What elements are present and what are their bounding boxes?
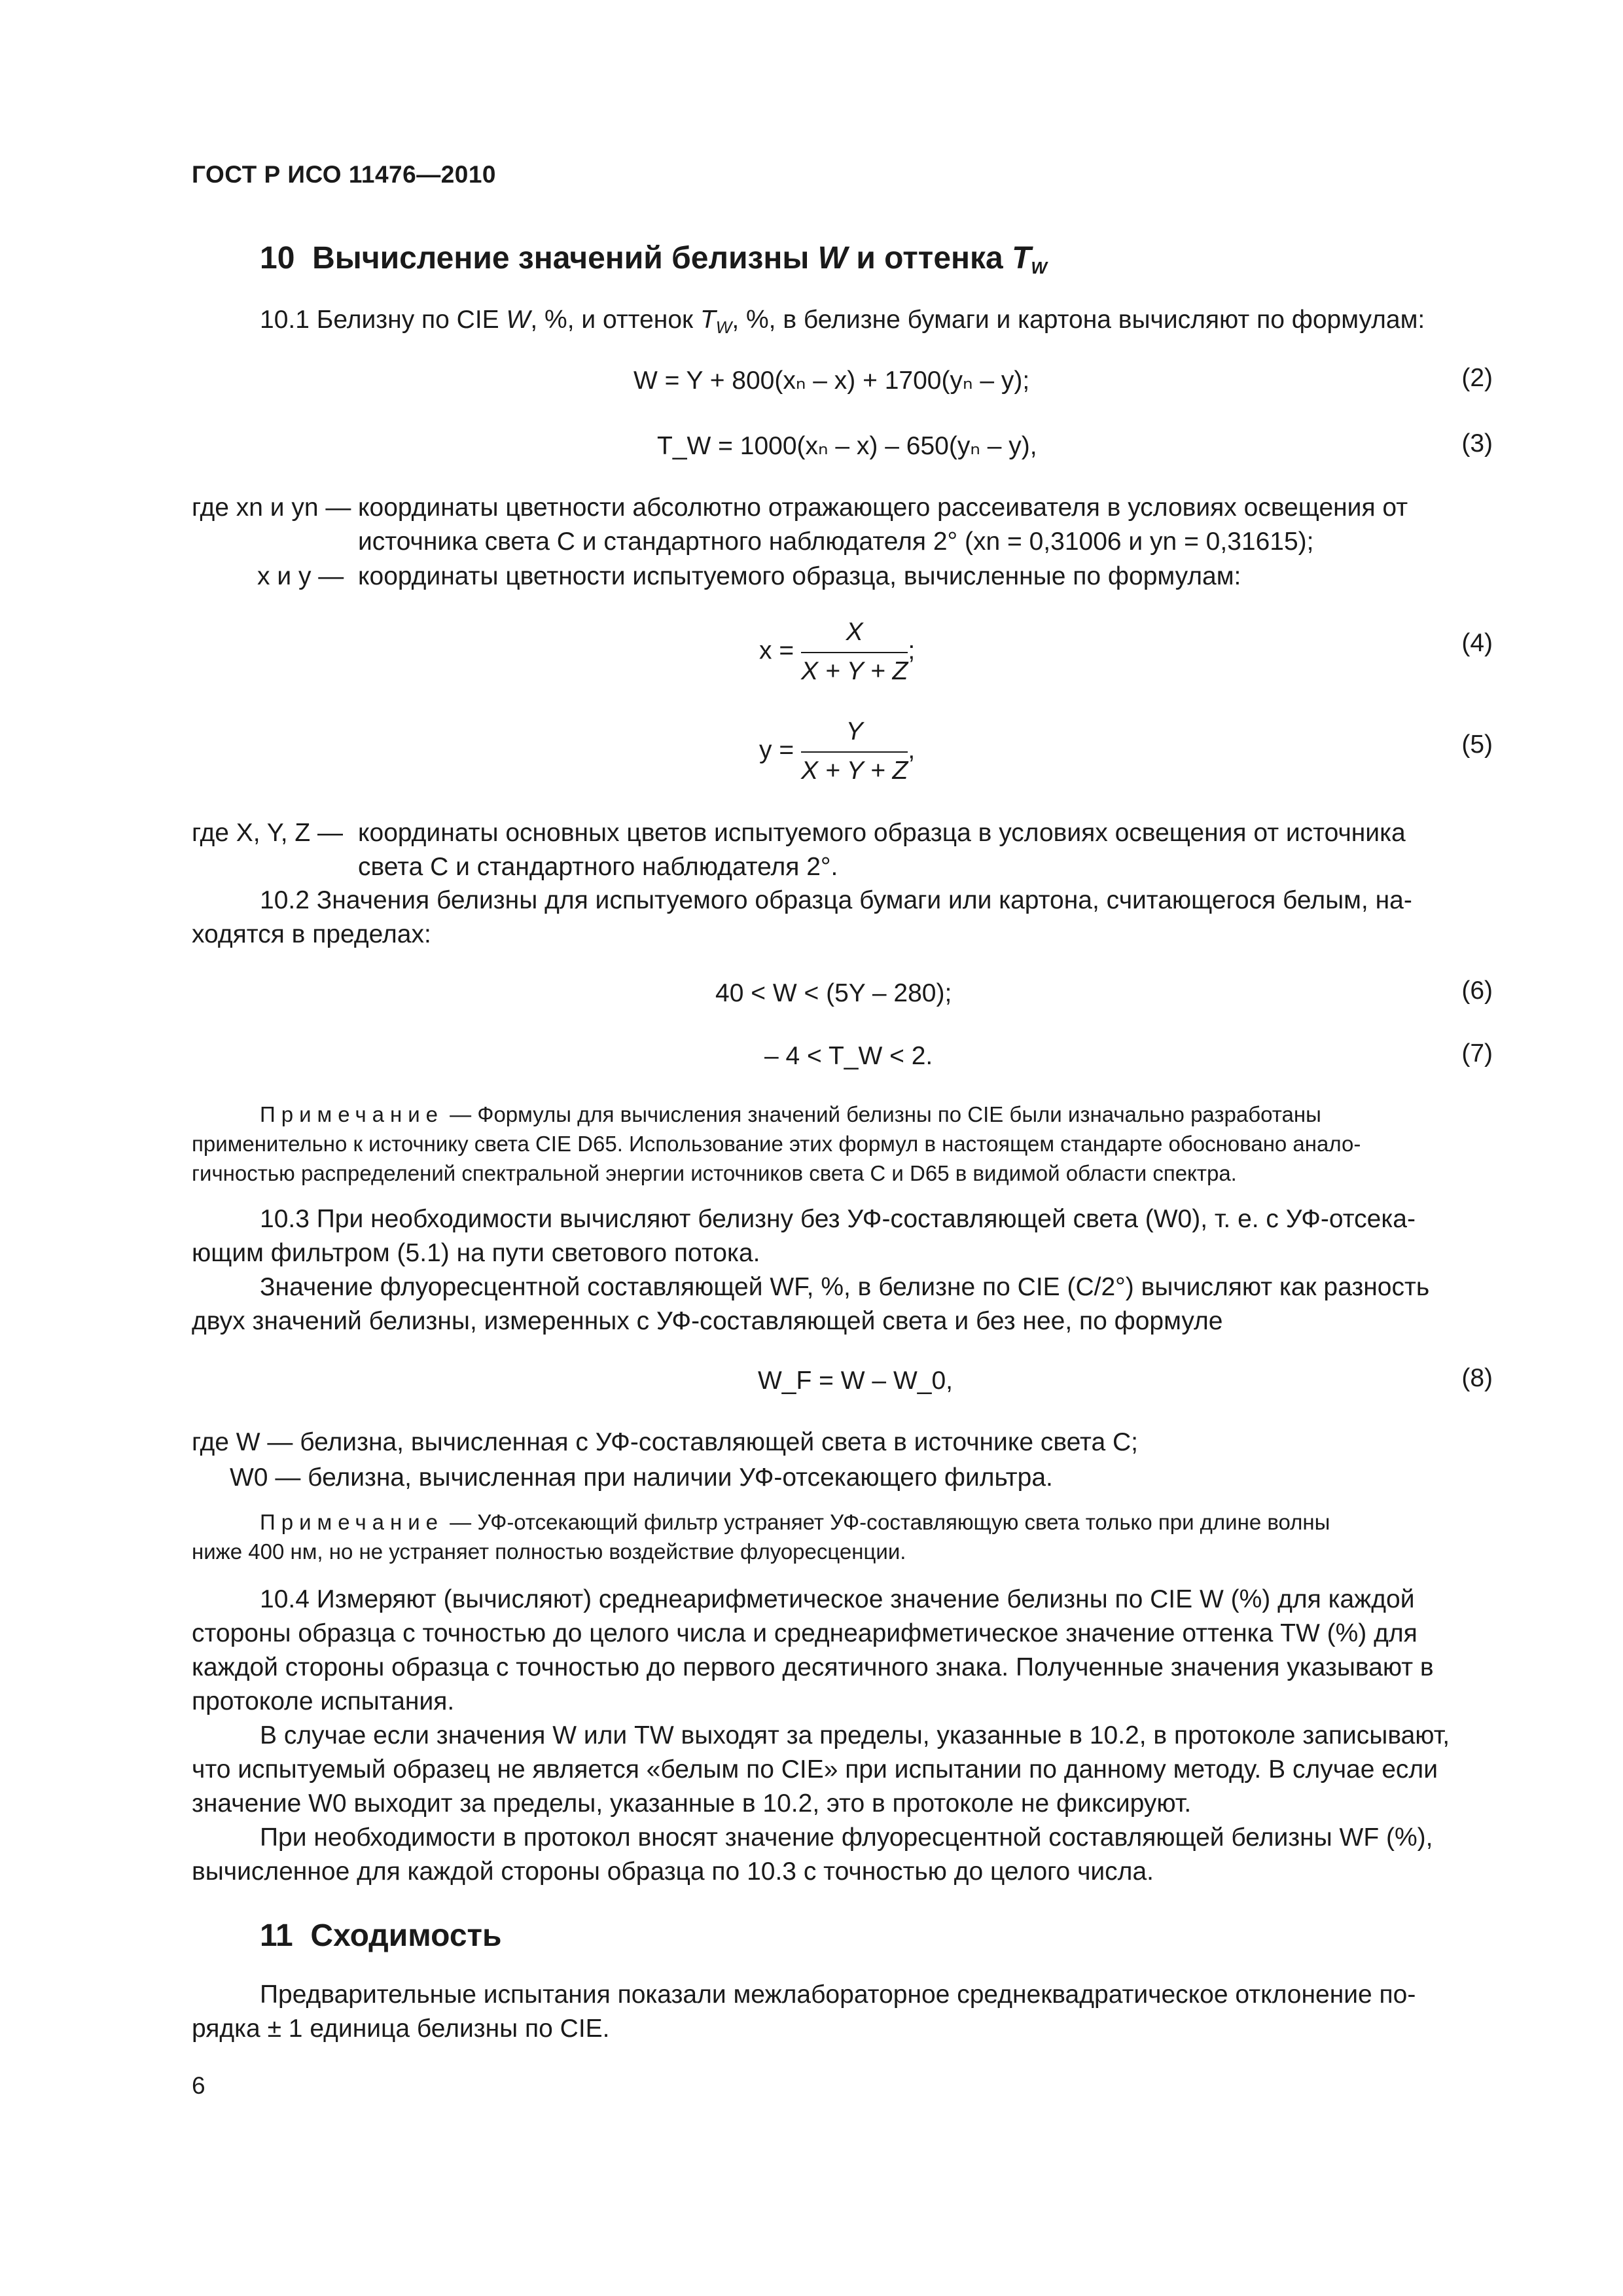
formula-5-lhs: y =: [759, 736, 794, 764]
p10-1-wsub: W: [715, 317, 732, 337]
formula-8-number: (8): [1461, 1364, 1493, 1392]
formula-4-fraction: [801, 615, 908, 689]
formula-4-numerator: X: [801, 615, 908, 653]
note-2-dash: —: [444, 1510, 478, 1534]
document-code: ГОСТ Р ИСО 11476—2010: [192, 161, 497, 188]
where-xn-yn-term: где xn и yn —: [192, 493, 351, 522]
section-11-heading: [260, 1918, 502, 1954]
paragraph-10-4-line1: 10.4 Измеряют (вычисляют) среднеарифметическое значение белизны по CIE W (%) для каждой: [260, 1585, 1415, 1613]
formula-4: [759, 615, 915, 689]
p10-1-tail: , %, в белизне бумаги и картона вычисляют по формулам:: [732, 306, 1425, 334]
where-x-y-def: координаты цветности испытуемого образца, вычисленные по формулам:: [358, 562, 1241, 590]
section-title-and: и оттенка: [856, 241, 1003, 276]
paragraph-10-4-line9: вычисленное для каждой стороны образца по 10.3 с точностью до целого числа.: [192, 1857, 1154, 1886]
paragraph-10-3-line3: Значение флуоресцентной составляющей WF, %, в белизне по CIE (С/2°) вычисляют как разность: [260, 1273, 1430, 1301]
paragraph-10-4-line5: В случае если значения W или TW выходят за пределы, указанные в 10.2, в протоколе записывают,: [260, 1721, 1450, 1749]
formula-4-lhs: x =: [759, 636, 794, 665]
paragraph-10-3-line2: ющим фильтром (5.1) на пути светового потока.: [192, 1239, 760, 1267]
section-title-text: Вычисление значений белизны: [312, 241, 810, 276]
paragraph-11-line2: рядка ± 1 единица белизны по CIE.: [192, 2015, 610, 2043]
section-title-w-sub: W: [1031, 258, 1047, 278]
formula-5-number: (5): [1461, 730, 1493, 759]
section-11-title: Сходимость: [310, 1918, 502, 1953]
note-2-label: Примечание: [260, 1510, 444, 1534]
formula-6-number: (6): [1461, 977, 1493, 1005]
formula-5-tail: ,: [908, 736, 916, 764]
where-xyz-term: где X, Y, Z —: [192, 819, 344, 847]
section-10-heading: [260, 240, 1047, 276]
p10-1-w: W: [506, 306, 531, 334]
formula-6: 40 < W < (5Y – 280);: [715, 979, 952, 1007]
paragraph-10-4-line4: протоколе испытания.: [192, 1687, 455, 1715]
formula-5-fraction: [801, 715, 908, 788]
formula-4-tail: ;: [908, 636, 916, 665]
paragraph-10-4-line2: стороны образца с точностью до целого числа и среднеарифметическое значение оттенка TW (%) для: [192, 1619, 1418, 1647]
paragraph-10-2-line2: ходятся в пределах:: [192, 920, 431, 948]
paragraph-10-2-line1: 10.2 Значения белизны для испытуемого образца бумаги или картона, считающегося белым, на-: [260, 886, 1412, 914]
paragraph-10-3-line1: 10.3 При необходимости вычисляют белизну без УФ-составляющей света (W0), т. е. с УФ-отсека-: [260, 1205, 1416, 1233]
section-11-number: 11: [260, 1918, 293, 1953]
formula-3-number: (3): [1461, 429, 1493, 457]
note-1-text1: Формулы для вычисления значений белизны по CIE были изначально разработаны: [477, 1102, 1321, 1126]
formula-4-denominator: X + Y + Z: [800, 657, 908, 685]
formula-2-number: (2): [1461, 364, 1493, 392]
where-w-line: где W — белизна, вычисленная с УФ-составляющей света в источнике света С;: [192, 1428, 1138, 1456]
formula-7-number: (7): [1461, 1039, 1493, 1067]
paragraph-10-1: [260, 303, 1493, 337]
where-w0-line: W0 — белизна, вычисленная при наличии УФ-отсекающего фильтра.: [230, 1463, 1053, 1492]
where-xyz-def-cont: света С и стандартного наблюдателя 2°.: [358, 853, 838, 881]
paragraph-11-line1: Предварительные испытания показали межлабораторное среднеквадратическое отклонение по-: [260, 1981, 1416, 2009]
formula-5-denominator: X + Y + Z: [800, 757, 908, 785]
page-number: 6: [192, 2072, 205, 2099]
formula-8: W_F = W – W_0,: [758, 1367, 953, 1395]
note-1-line2: применительно к источнику света CIE D65. Использование этих формул в настоящем стандарте обосновано анало-: [192, 1132, 1361, 1156]
formula-5: [759, 715, 915, 788]
formula-5-numerator: Y: [801, 715, 908, 753]
where-xn-yn-def: координаты цветности абсолютно отражающего рассеивателя в условиях освещения от: [358, 493, 1408, 522]
paragraph-10-4-line7: значение W0 выходит за пределы, указанные в 10.2, это в протоколе не фиксируют.: [192, 1789, 1192, 1818]
p10-1-lead: 10.1 Белизну по CIE: [260, 306, 499, 334]
note-2-line2: ниже 400 нм, но не устраняет полностью воздействие флуоресценции.: [192, 1539, 906, 1564]
p10-1-t: T: [700, 306, 716, 334]
where-xyz-def: координаты основных цветов испытуемого образца в условиях освещения от источника: [358, 819, 1406, 847]
note-1-line3: гичностью распределений спектральной энергии источников света С и D65 в видимой области спектра.: [192, 1161, 1237, 1185]
formula-2: W = Y + 800(xₙ – x) + 1700(yₙ – y);: [633, 367, 1030, 395]
where-x-y-term: x и y —: [257, 562, 344, 590]
paragraph-10-4-line6: что испытуемый образец не является «белым по CIE» при испытании по данному методу. В случае если: [192, 1755, 1438, 1784]
formula-4-number: (4): [1461, 629, 1493, 657]
note-1-line1: [260, 1100, 1321, 1129]
note-1-label: Примечание: [260, 1102, 444, 1126]
section-title-w: W: [817, 241, 847, 276]
section-number: 10: [260, 241, 295, 276]
paragraph-10-4-line3: каждой стороны образца с точностью до первого десятичного знака. Полученные значения указывают в: [192, 1653, 1434, 1681]
note-2-text1: УФ-отсекающий фильтр устраняет УФ-составляющую света только при длине волны: [477, 1510, 1330, 1534]
formula-3: T_W = 1000(xₙ – x) – 650(yₙ – y),: [657, 432, 1037, 460]
section-title-t: T: [1012, 241, 1031, 276]
formula-7: – 4 < T_W < 2.: [764, 1042, 933, 1070]
note-1-dash: —: [444, 1102, 478, 1126]
paragraph-10-4-line8: При необходимости в протокол вносят значение флуоресцентной составляющей белизны WF (%),: [260, 1823, 1433, 1852]
where-xn-yn-def-cont: источника света С и стандартного наблюдателя 2° (xn = 0,31006 и yn = 0,31615);: [358, 528, 1314, 556]
note-2-line1: [260, 1507, 1330, 1537]
paragraph-10-3-line4: двух значений белизны, измеренных с УФ-составляющей света и без нее, по формуле: [192, 1307, 1223, 1335]
p10-1-mid: , %, и оттенок: [530, 306, 694, 334]
